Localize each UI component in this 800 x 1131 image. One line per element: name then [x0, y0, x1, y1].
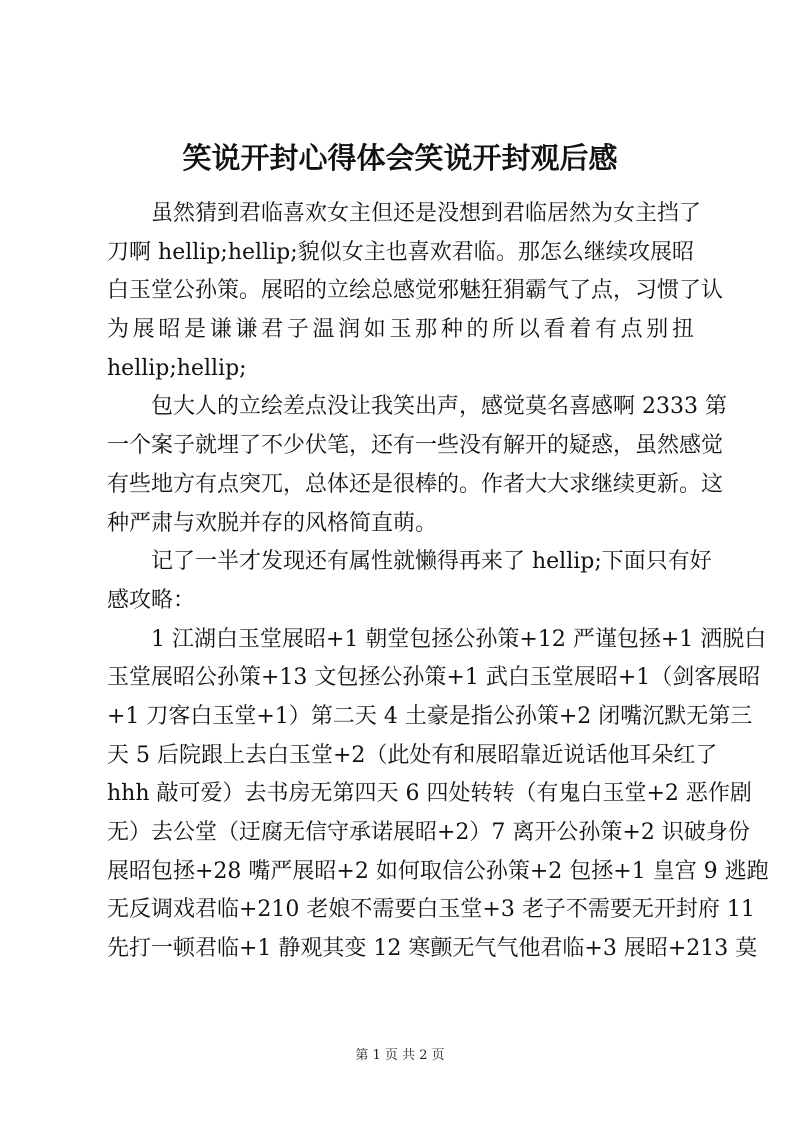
- text-line: 虽然猜到君临喜欢女主但还是没想到君临居然为女主挡了: [151, 201, 702, 226]
- text-line: 感攻略：: [107, 587, 196, 613]
- text-line: 一个案子就埋了不少伏笔，还有一些没有解开的疑惑，虽然感觉: [107, 433, 724, 459]
- document-title: 笑说开封心得体会笑说开封观后感: [182, 141, 618, 175]
- text-line: hellip;hellip;: [107, 355, 247, 381]
- text-line: +1 刀客白玉堂+1）第二天 4 土豪是指公孙策+2 闭嘴沉默无第三: [107, 703, 753, 729]
- text-line: 种严肃与欢脱并存的风格简直萌。: [107, 510, 438, 536]
- paragraph: [107, 621, 769, 969]
- text-line: 白玉堂公孙策。展昭的立绘总感觉邪魅狂狷霸气了点，习惯了认: [107, 278, 724, 304]
- text-line: 天 5 后院跟上去白玉堂+2（此处有和展昭靠近说话他耳朵红了: [107, 742, 718, 768]
- text-line: 无反调戏君临+210 老娘不需要白玉堂+3 老子不需要无开封府 11: [107, 897, 755, 923]
- text-line: 1 江湖白玉堂展昭+1 朝堂包拯公孙策+12 严谨包拯+1 洒脱白: [151, 626, 767, 652]
- text-line: 记了一半才发现还有属性就懒得再来了 hellip;下面只有好: [151, 549, 712, 575]
- text-line: 先打一顿君临+1 静观其变 12 寒颤无气气他君临+3 展昭+213 莫: [107, 936, 758, 962]
- paragraph: [107, 195, 724, 388]
- paragraph: [107, 388, 727, 543]
- text-line: hhh 敲可爱）去书房无第四天 6 四处转转（有鬼白玉堂+2 恶作剧: [107, 781, 752, 807]
- text-line: 为展昭是谦谦君子温润如玉那种的所以看着有点别扭: [107, 317, 694, 343]
- text-line: 有些地方有点突兀，总体还是很棒的。作者大大求继续更新。这: [107, 471, 724, 497]
- text-line: 包大人的立绘差点没让我笑出声，感觉莫名喜感啊 2333 第: [151, 394, 727, 420]
- text-line: 无）去公堂（迂腐无信守承诺展昭+2）7 离开公孙策+2 识破身份: [107, 820, 750, 845]
- text-line: 刀啊 hellip;hellip;貌似女主也喜欢君临。那怎么继续攻展昭: [107, 239, 694, 265]
- paragraph: [107, 543, 712, 620]
- document-body: [107, 195, 769, 969]
- text-line: 展昭包拯+28 嘴严展昭+2 如何取信公孙策+2 包拯+1 皇宫 9 逃跑: [107, 858, 769, 884]
- text-line: 玉堂展昭公孙策+13 文包拯公孙策+1 武白玉堂展昭+1（剑客展昭: [107, 665, 761, 691]
- page-footer: 第 1 页 共 2 页: [355, 1048, 445, 1063]
